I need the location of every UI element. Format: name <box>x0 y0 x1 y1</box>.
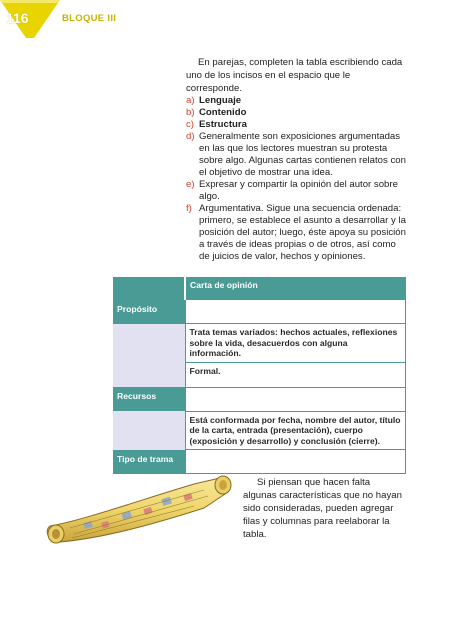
option-letter: b) <box>186 107 195 118</box>
option-item-b <box>186 107 408 119</box>
option-text: Argumentativa. Sigue una secuencia ordenada: primero, se establece el asunto a desarrollar y la posición del autor; luego, éste apoya su posición a través de ideas propias o de otros, así como de juicios de valor, hechos y opiniones. <box>199 203 406 262</box>
answer-cell: Formal. <box>185 362 406 387</box>
option-item-d <box>186 131 408 179</box>
table-header-row <box>113 277 406 300</box>
block-label: BLOQUE III <box>62 13 117 24</box>
answer-cell[interactable] <box>185 387 406 411</box>
table-row <box>113 362 406 387</box>
option-letter: d) <box>186 131 195 142</box>
option-letter: e) <box>186 179 195 190</box>
option-item-e <box>186 179 408 203</box>
option-text: Contenido <box>199 107 247 118</box>
option-text: Estructura <box>199 119 247 130</box>
table-row <box>113 324 406 363</box>
row-label-tipo-de-trama: Tipo de trama <box>113 450 185 474</box>
row-label-blank <box>113 362 185 387</box>
page-number: 116 <box>6 10 29 26</box>
answer-cell[interactable] <box>185 300 406 324</box>
option-letter: f) <box>186 203 192 214</box>
row-label-recursos: Recursos <box>113 387 185 411</box>
note-text: Si piensan que hacen falta algunas características que no hayan sido consideradas, pueden agregar filas y columnas para reelaborar la tabla. <box>243 477 402 540</box>
row-label-blank <box>113 324 185 363</box>
option-letter: a) <box>186 95 195 106</box>
option-letter: c) <box>186 119 194 130</box>
opinion-letter-table <box>113 277 406 474</box>
instruction-text: En parejas, completen la tabla escribiendo cada uno de los incisos en el espacio que le corresponde. <box>186 57 403 94</box>
answer-cell: Trata temas variados: hechos actuales, reflexiones sobre la vida, desacuerdos con alguna información. <box>185 324 406 363</box>
option-item-a <box>186 95 408 107</box>
options-list <box>186 95 408 263</box>
answer-cell: Está conformada por fecha, nombre del autor, título de la carta, entrada (presentación), cuerpo (exposición y desarrollo) y conclusión (cierre). <box>185 411 406 450</box>
column-header: Carta de opinión <box>185 277 406 300</box>
row-label-blank <box>113 411 185 450</box>
option-text: Generalmente son exposiciones argumentadas en las que los lectores muestran su protesta sobre algo. Algunas cartas contienen relatos con el objetivo de mostrar una idea. <box>199 131 406 178</box>
option-item-f <box>186 203 408 263</box>
table-corner-cell <box>113 277 185 300</box>
rolled-newspaper-icon <box>44 468 236 546</box>
row-label-proposito: Propósito <box>113 300 185 324</box>
option-text: Lenguaje <box>199 95 242 106</box>
option-item-c <box>186 119 408 131</box>
table-row <box>113 387 406 411</box>
option-text: Expresar y compartir la opinión del autor sobre algo. <box>199 179 398 202</box>
table-row <box>113 411 406 450</box>
table-row <box>113 300 406 324</box>
